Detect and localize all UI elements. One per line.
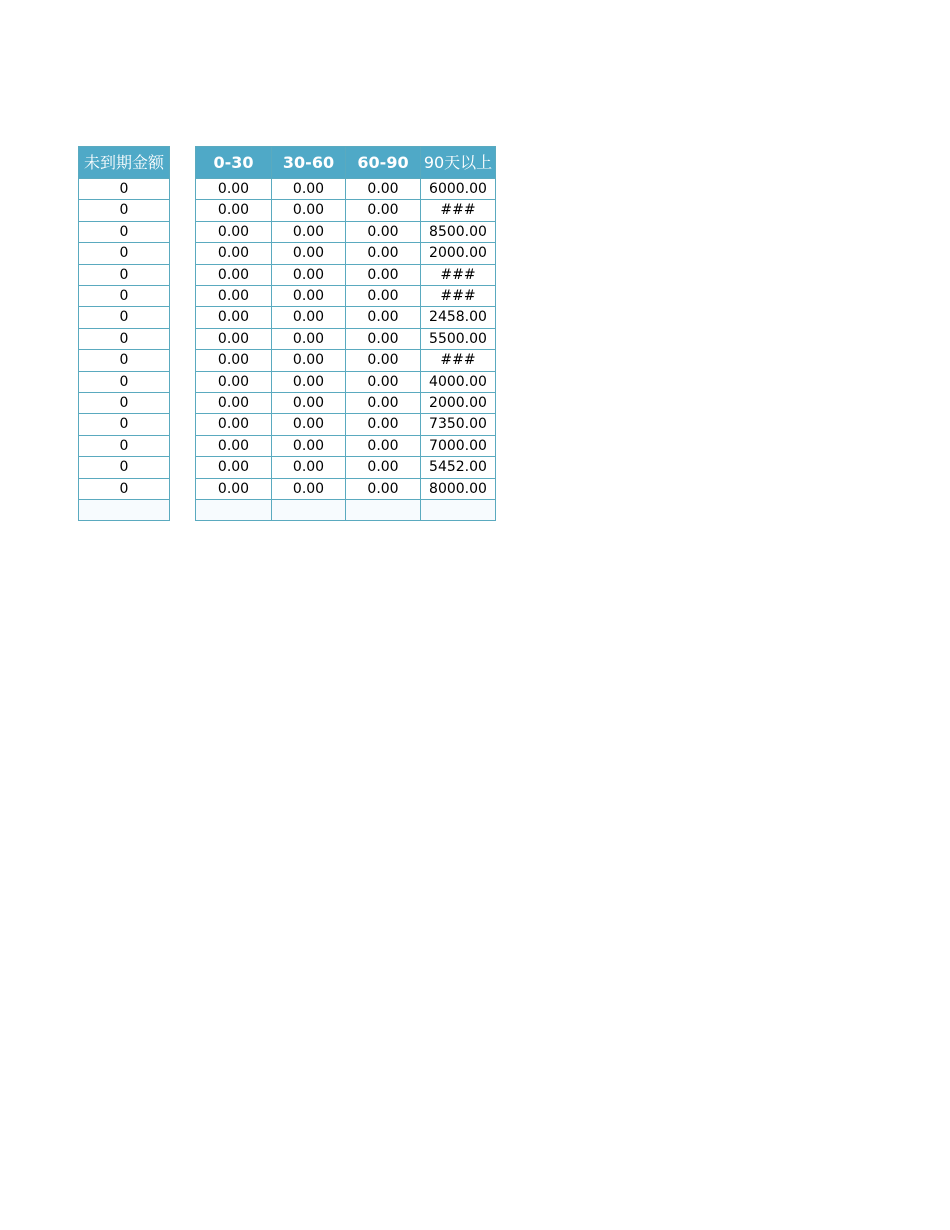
table-cell-30-60[interactable]: 0.00 bbox=[272, 286, 346, 307]
table-cell-0-30[interactable]: 0.00 bbox=[196, 457, 272, 478]
table-cell-60-90[interactable]: 0.00 bbox=[346, 328, 421, 349]
table-cell-30-60[interactable]: 0.00 bbox=[272, 243, 346, 264]
table-cell-30-60[interactable]: 0.00 bbox=[272, 414, 346, 435]
table-cell-30-60[interactable]: 0.00 bbox=[272, 393, 346, 414]
table-row bbox=[196, 264, 496, 285]
table-cell-30-60[interactable]: 0.00 bbox=[272, 435, 346, 456]
table-cell-60-90[interactable]: 0.00 bbox=[346, 414, 421, 435]
table-cell-0-30[interactable]: 0.00 bbox=[196, 286, 272, 307]
table-row bbox=[79, 478, 170, 499]
table-cell-60-90[interactable]: 0.00 bbox=[346, 393, 421, 414]
table-cell-90-plus[interactable]: 2000.00 bbox=[421, 243, 496, 264]
table-row bbox=[196, 179, 496, 200]
header-cell-30-60[interactable]: 30-60 bbox=[272, 147, 346, 179]
table-cell-30-60[interactable]: 0.00 bbox=[272, 350, 346, 371]
table-cell[interactable]: 0 bbox=[79, 307, 170, 328]
table-cell-0-30[interactable]: 0.00 bbox=[196, 221, 272, 242]
table-row bbox=[79, 393, 170, 414]
table-cell-60-90[interactable]: 0.00 bbox=[346, 286, 421, 307]
table-cell-30-60[interactable]: 0.00 bbox=[272, 264, 346, 285]
table-cell-30-60[interactable]: 0.00 bbox=[272, 179, 346, 200]
header-cell-60-90[interactable]: 60-90 bbox=[346, 147, 421, 179]
table-cell-30-60[interactable]: 0.00 bbox=[272, 328, 346, 349]
table-cell-60-90[interactable]: 0.00 bbox=[346, 478, 421, 499]
table-row bbox=[79, 243, 170, 264]
undue-amount-table bbox=[78, 146, 170, 521]
table-cell-0-30[interactable]: 0.00 bbox=[196, 371, 272, 392]
table-cell-90-plus[interactable]: 6000.00 bbox=[421, 179, 496, 200]
table-cell-90-plus[interactable]: 2000.00 bbox=[421, 393, 496, 414]
table-row bbox=[79, 457, 170, 478]
table-cell-30-60[interactable] bbox=[272, 500, 346, 521]
table-row bbox=[196, 286, 496, 307]
table-cell-60-90[interactable]: 0.00 bbox=[346, 371, 421, 392]
table-cell-90-plus[interactable]: ### bbox=[421, 286, 496, 307]
table-row bbox=[79, 179, 170, 200]
table-cell-30-60[interactable]: 0.00 bbox=[272, 221, 346, 242]
table-cell-60-90[interactable]: 0.00 bbox=[346, 221, 421, 242]
table-cell-60-90[interactable]: 0.00 bbox=[346, 264, 421, 285]
table-cell-90-plus[interactable]: 7350.00 bbox=[421, 414, 496, 435]
table-cell-0-30[interactable]: 0.00 bbox=[196, 179, 272, 200]
table-cell-60-90[interactable]: 0.00 bbox=[346, 307, 421, 328]
table-row bbox=[196, 500, 496, 521]
table-cell-60-90[interactable]: 0.00 bbox=[346, 435, 421, 456]
aging-table bbox=[195, 146, 496, 521]
table-cell-30-60[interactable]: 0.00 bbox=[272, 200, 346, 221]
table-row bbox=[196, 435, 496, 456]
table-cell-90-plus[interactable]: ### bbox=[421, 350, 496, 371]
table-row bbox=[196, 371, 496, 392]
table-cell-60-90[interactable]: 0.00 bbox=[346, 350, 421, 371]
table-cell[interactable]: 0 bbox=[79, 414, 170, 435]
table-cell-60-90[interactable]: 0.00 bbox=[346, 179, 421, 200]
table-row bbox=[79, 435, 170, 456]
header-row bbox=[79, 147, 170, 179]
table-cell-0-30[interactable]: 0.00 bbox=[196, 328, 272, 349]
table-row bbox=[196, 478, 496, 499]
table-row bbox=[196, 350, 496, 371]
table-row bbox=[196, 243, 496, 264]
table-cell[interactable]: 0 bbox=[79, 179, 170, 200]
table-cell-90-plus[interactable]: 5500.00 bbox=[421, 328, 496, 349]
table-row bbox=[79, 350, 170, 371]
table-cell-30-60[interactable]: 0.00 bbox=[272, 307, 346, 328]
table-cell-90-plus[interactable] bbox=[421, 500, 496, 521]
header-row bbox=[196, 147, 496, 179]
table-cell-0-30[interactable]: 0.00 bbox=[196, 264, 272, 285]
table-cell[interactable]: 0 bbox=[79, 200, 170, 221]
table-cell-0-30[interactable]: 0.00 bbox=[196, 350, 272, 371]
table-cell-0-30[interactable]: 0.00 bbox=[196, 200, 272, 221]
table-cell-0-30[interactable]: 0.00 bbox=[196, 393, 272, 414]
table-cell[interactable]: 0 bbox=[79, 328, 170, 349]
table-row bbox=[79, 286, 170, 307]
table-cell-0-30[interactable]: 0.00 bbox=[196, 435, 272, 456]
table-cell-0-30[interactable]: 0.00 bbox=[196, 478, 272, 499]
table-row bbox=[196, 457, 496, 478]
table-cell-90-plus[interactable]: 7000.00 bbox=[421, 435, 496, 456]
table-row bbox=[196, 221, 496, 242]
table-cell-0-30[interactable]: 0.00 bbox=[196, 243, 272, 264]
table-cell[interactable]: 0 bbox=[79, 350, 170, 371]
table-cell-60-90[interactable]: 0.00 bbox=[346, 200, 421, 221]
table-cell[interactable]: 0 bbox=[79, 478, 170, 499]
table-row bbox=[79, 307, 170, 328]
table-cell-90-plus[interactable]: 8500.00 bbox=[421, 221, 496, 242]
table-row bbox=[196, 328, 496, 349]
table-cell[interactable]: 0 bbox=[79, 457, 170, 478]
table-cell-30-60[interactable]: 0.00 bbox=[272, 478, 346, 499]
table-row bbox=[79, 414, 170, 435]
table-cell[interactable] bbox=[79, 500, 170, 521]
header-cell-0-30[interactable]: 0-30 bbox=[196, 147, 272, 179]
table-cell-0-30[interactable] bbox=[196, 500, 272, 521]
header-cell-undue-amount[interactable]: 未到期金额 bbox=[79, 147, 170, 179]
table-row bbox=[196, 200, 496, 221]
table-cell[interactable]: 0 bbox=[79, 435, 170, 456]
table-cell-90-plus[interactable]: 2458.00 bbox=[421, 307, 496, 328]
table-row bbox=[79, 500, 170, 521]
table-row bbox=[79, 264, 170, 285]
table-row bbox=[196, 414, 496, 435]
table-cell-60-90[interactable]: 0.00 bbox=[346, 243, 421, 264]
table-row bbox=[79, 221, 170, 242]
table-cell-0-30[interactable]: 0.00 bbox=[196, 307, 272, 328]
header-cell-90-plus[interactable]: 90天以上 bbox=[421, 147, 496, 179]
table-row bbox=[196, 307, 496, 328]
table-cell-90-plus[interactable]: 8000.00 bbox=[421, 478, 496, 499]
table-cell-30-60[interactable]: 0.00 bbox=[272, 371, 346, 392]
table-row bbox=[196, 393, 496, 414]
table-cell[interactable]: 0 bbox=[79, 264, 170, 285]
table-row bbox=[79, 371, 170, 392]
table-row bbox=[79, 200, 170, 221]
table-cell[interactable]: 0 bbox=[79, 371, 170, 392]
table-cell-30-60[interactable]: 0.00 bbox=[272, 457, 346, 478]
table-row bbox=[79, 328, 170, 349]
table-cell[interactable]: 0 bbox=[79, 221, 170, 242]
table-cell-90-plus[interactable]: 5452.00 bbox=[421, 457, 496, 478]
table-cell-60-90[interactable] bbox=[346, 500, 421, 521]
table-cell-90-plus[interactable]: ### bbox=[421, 200, 496, 221]
table-cell[interactable]: 0 bbox=[79, 393, 170, 414]
table-cell[interactable]: 0 bbox=[79, 286, 170, 307]
table-cell-90-plus[interactable]: 4000.00 bbox=[421, 371, 496, 392]
table-cell[interactable]: 0 bbox=[79, 243, 170, 264]
table-cell-60-90[interactable]: 0.00 bbox=[346, 457, 421, 478]
table-cell-90-plus[interactable]: ### bbox=[421, 264, 496, 285]
table-cell-0-30[interactable]: 0.00 bbox=[196, 414, 272, 435]
